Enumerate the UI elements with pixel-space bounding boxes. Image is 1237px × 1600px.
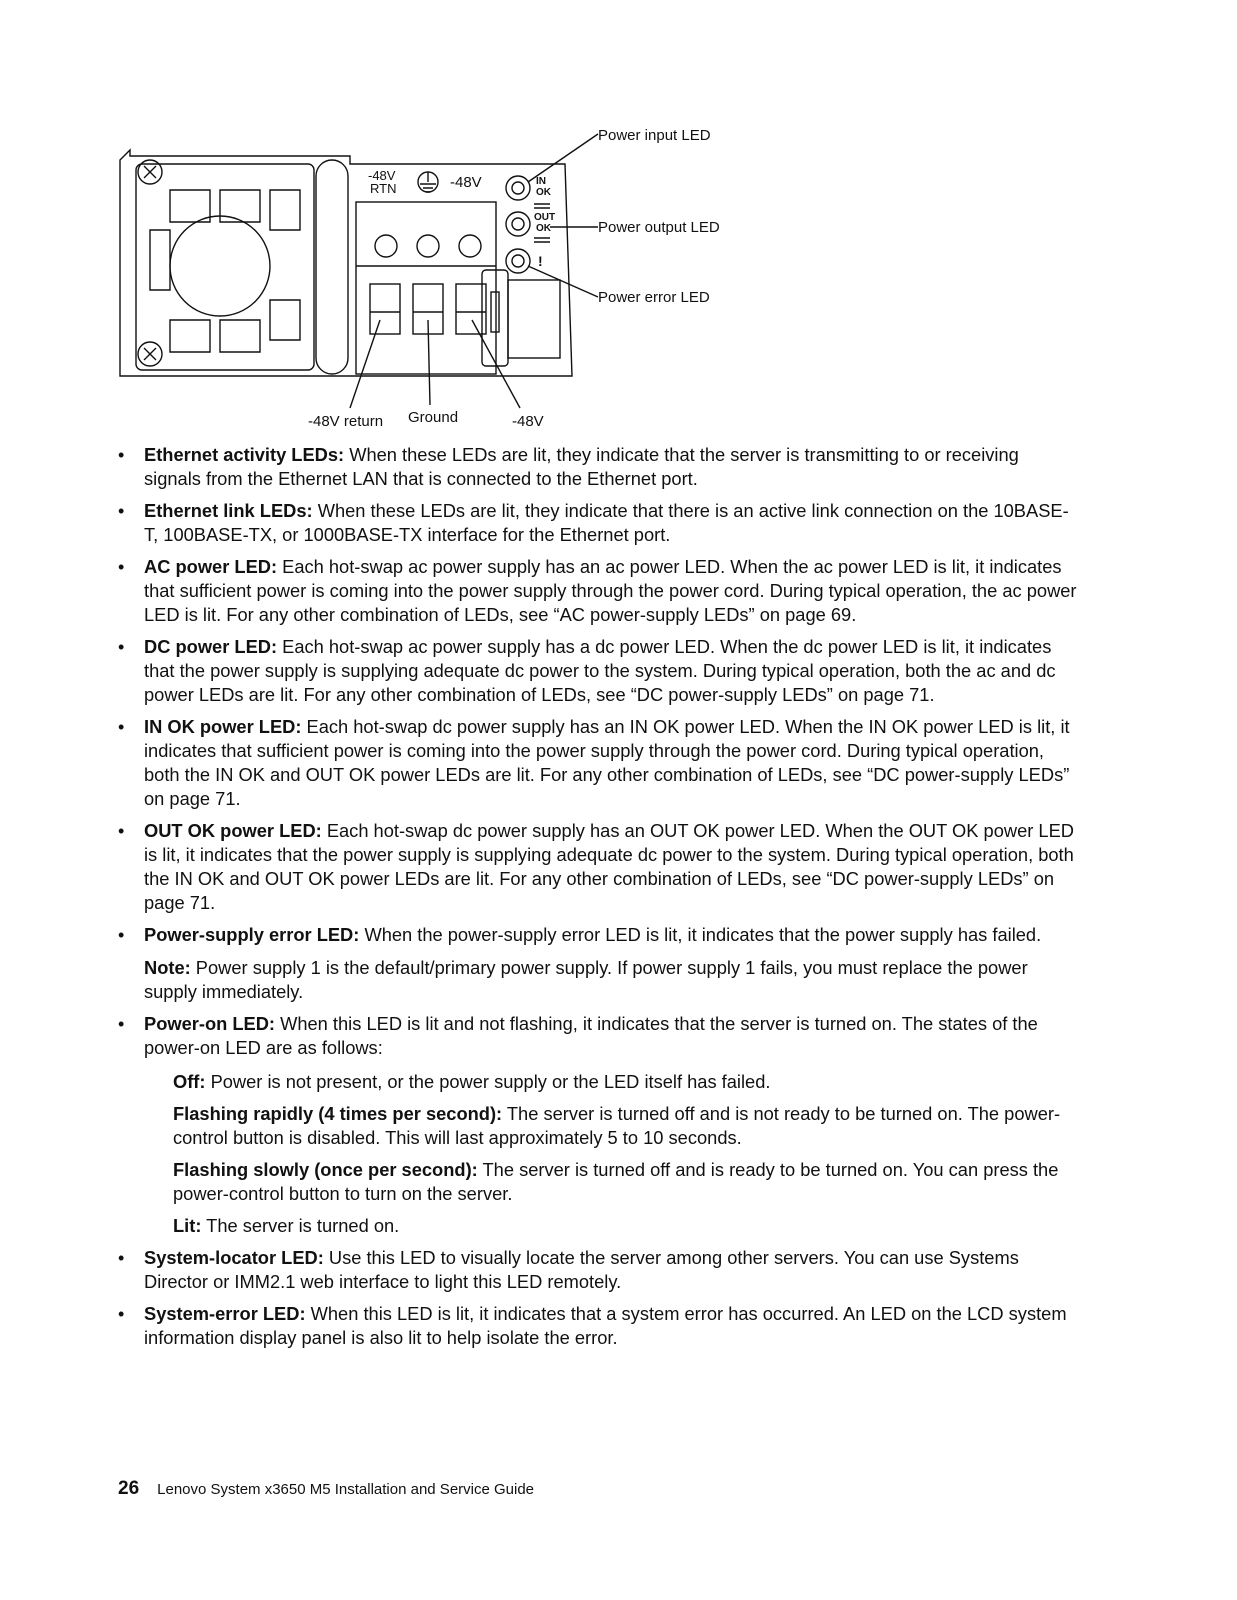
- list-item: [118, 1302, 1078, 1350]
- bullet: •: [118, 557, 125, 577]
- panel-label-in: IN: [536, 176, 546, 187]
- state-text: The server is turned off and is not ready to be turned on. The power-control button is disabled. This will last approximately 5 to 10 seconds.: [173, 1103, 1061, 1148]
- footer-title: Lenovo System x3650 M5 Installation and Service Guide: [157, 1481, 535, 1498]
- item-term: OUT OK power LED:: [144, 820, 322, 841]
- out-ok-led: [506, 212, 530, 236]
- terminal-block: [356, 202, 496, 374]
- terminal-screw-1: [375, 235, 397, 257]
- fan-panel: [136, 164, 314, 370]
- item-term: Ethernet activity LEDs:: [144, 444, 345, 465]
- list-item: [118, 443, 1078, 491]
- item-text: Each hot-swap ac power supply has an ac power LED. When the ac power LED is lit, it indicates that sufficient power is coming into the power supply through the power cord. During typical operation, the ac power LED is lit. For any other combination of LEDs, see “AC power-supply LEDs” on page 69.: [144, 556, 1077, 625]
- latch-housing: [508, 280, 560, 358]
- list-item: [118, 1246, 1078, 1294]
- callout-ground: Ground: [408, 409, 459, 426]
- list-item: [118, 1012, 1078, 1238]
- note-term: Note:: [144, 957, 191, 978]
- bullet: •: [118, 1304, 125, 1324]
- bullet: •: [118, 717, 125, 737]
- state-flashing-slowly: [173, 1158, 1078, 1206]
- panel-label-in-ok: OK: [536, 187, 551, 198]
- terminal-return: [370, 284, 400, 334]
- state-term: Off:: [173, 1071, 206, 1092]
- leader-ground: [428, 320, 430, 405]
- terminal-screw-3: [459, 235, 481, 257]
- item-text: When this LED is lit, it indicates that a system error has occurred. An LED on the LCD system information display panel is also lit to help isolate the error.: [144, 1303, 1067, 1348]
- list-item: [118, 819, 1078, 915]
- item-text: Each hot-swap dc power supply has an OUT OK power LED. When the OUT OK power LED is lit, it indicates that the power supply is supplying adequate dc power to the system. During typical operation, both the IN OK and OUT OK power LEDs are lit. For any other combination of LEDs, see “DC power-supply LEDs” on page 71.: [144, 820, 1074, 913]
- page-number: 26: [118, 1478, 140, 1499]
- panel-label-error: !: [538, 253, 543, 269]
- leader-power-error: [528, 266, 598, 297]
- bullet: •: [118, 501, 125, 521]
- item-term: Power-on LED:: [144, 1013, 276, 1034]
- state-term: Flashing rapidly (4 times per second):: [173, 1103, 503, 1124]
- item-text: When these LEDs are lit, they indicate that the server is transmitting to or receiving signals from the Ethernet LAN that is connected to the Ethernet port.: [144, 444, 1019, 489]
- bullet: •: [118, 637, 125, 657]
- item-term: Power-supply error LED:: [144, 924, 360, 945]
- bullet: •: [118, 445, 125, 465]
- item-term: System-locator LED:: [144, 1247, 324, 1268]
- callout-power-error-led: Power error LED: [598, 289, 710, 306]
- state-text: Power is not present, or the power supply or the LED itself has failed.: [205, 1071, 771, 1092]
- panel-label-48v-rtn-top: -48V: [368, 168, 396, 183]
- leader-power-input: [528, 134, 598, 182]
- power-supply-figure: [110, 120, 750, 440]
- power-supply-diagram: [110, 120, 750, 440]
- callout-48v-return: -48V return: [308, 413, 384, 430]
- list-item: [118, 715, 1078, 811]
- item-text: When these LEDs are lit, they indicate that there is an active link connection on the 10BASE-T, 100BASE-TX, or 1000BASE-TX interface for the Ethernet port.: [144, 500, 1069, 545]
- panel-label-48v: -48V: [450, 174, 482, 191]
- note-text: Power supply 1 is the default/primary power supply. If power supply 1 fails, you must replace the power supply immediately.: [144, 957, 1028, 1002]
- in-ok-led: [506, 176, 530, 200]
- state-text: The server is turned off and is ready to be turned on. You can press the power-control button to turn on the server.: [173, 1159, 1059, 1204]
- item-term: AC power LED:: [144, 556, 278, 577]
- bullet: •: [118, 1248, 125, 1268]
- state-lit: [173, 1214, 1078, 1238]
- state-text: The server is turned on.: [201, 1215, 400, 1236]
- page-footer: [118, 1478, 534, 1500]
- note: [144, 956, 1078, 1004]
- item-text: Each hot-swap dc power supply has an IN OK power LED. When the IN OK power LED is lit, it indicates that sufficient power is coming into the power supply through the power cord. During typical operation, both the IN OK and OUT OK power LEDs are lit. For any other combination of LEDs, see “DC power-supply LEDs” on page 71.: [144, 716, 1070, 809]
- list-item: [118, 555, 1078, 627]
- led-description-list: [118, 443, 1078, 1358]
- item-text: When this LED is lit and not flashing, it indicates that the server is turned on. The states of the power-on LED are as follows:: [144, 1013, 1038, 1058]
- list-item: [118, 635, 1078, 707]
- item-text: Use this LED to visually locate the server among other servers. You can use Systems Director or IMM2.1 web interface to light this LED remotely.: [144, 1247, 1019, 1292]
- item-term: System-error LED:: [144, 1303, 306, 1324]
- item-term: DC power LED:: [144, 636, 278, 657]
- panel-label-48v-rtn-bottom: RTN: [370, 181, 397, 196]
- housing-outline: [120, 150, 572, 376]
- state-off: [173, 1070, 1078, 1094]
- error-led: [506, 249, 530, 273]
- item-text: Each hot-swap ac power supply has a dc power LED. When the dc power LED is lit, it indicates that the power supply is supplying adequate dc power to the system. During typical operation, both the ac and dc power LEDs are lit. For any other combination of LEDs, see “DC power-supply LEDs” on page 71.: [144, 636, 1056, 705]
- list-item: [118, 499, 1078, 547]
- state-flashing-rapidly: [173, 1102, 1078, 1150]
- callout-48v: -48V: [512, 413, 544, 430]
- list-item: [118, 923, 1078, 1004]
- state-term: Flashing slowly (once per second):: [173, 1159, 478, 1180]
- bullet: •: [118, 925, 125, 945]
- item-text: When the power-supply error LED is lit, it indicates that the power supply has failed.: [359, 924, 1042, 945]
- leader-return: [350, 320, 380, 408]
- callout-power-input-led: Power input LED: [598, 127, 711, 144]
- handle: [316, 160, 348, 374]
- bullet: •: [118, 821, 125, 841]
- item-term: Ethernet link LEDs:: [144, 500, 313, 521]
- terminal-screw-2: [417, 235, 439, 257]
- bullet: •: [118, 1014, 125, 1034]
- state-term: Lit:: [173, 1215, 202, 1236]
- callout-power-output-led: Power output LED: [598, 219, 720, 236]
- panel-label-out-ok: OK: [536, 223, 551, 234]
- fan-hub: [170, 216, 270, 316]
- item-term: IN OK power LED:: [144, 716, 302, 737]
- panel-label-out: OUT: [534, 212, 556, 223]
